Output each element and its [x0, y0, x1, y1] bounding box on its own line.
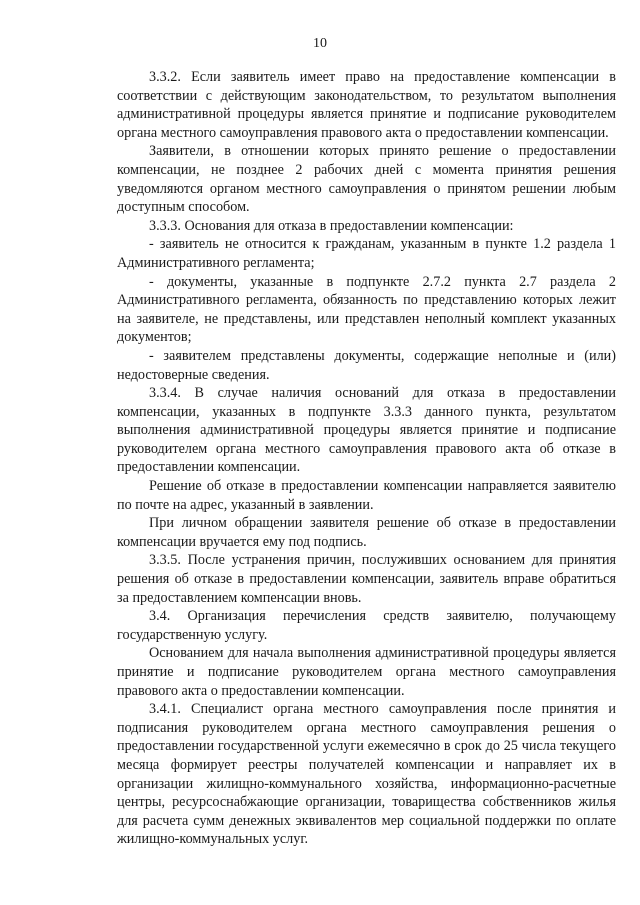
paragraph-3-3-5: 3.3.5. После устранения причин, послуживших основанием для принятия решения об отказе в предоставлении компенсации, заявитель вправе обратиться за предоставлением компенсации вновь. [117, 552, 616, 606]
paragraph-3-3-3: 3.3.3. Основания для отказа в предоставлении компенсации: [149, 217, 514, 234]
list-item-refusal-reason-1: - заявитель не относится к гражданам, указанным в пункте 1.2 раздела 1 Административного регламента; [117, 236, 616, 271]
document-body [117, 68, 616, 849]
paragraph-3-4-1: 3.4.1. Специалист органа местного самоуправления после принятия и подписания руководителем органа местного самоуправления решения о предоставлении государственной услуги ежемесячно в срок до 25 числа текущего месяца формирует реестры получателей компенсации и направляет их в организации жилищно-коммунального хозяйства, информационно-расчетные центры, ресурсоснабжающие организации, товарищества собственников жилья для расчета сумм денежных эквивалентов мер социальной поддержки по оплате жилищно-коммунальных услуг. [117, 701, 616, 848]
paragraph-refusal-in-person: При личном обращении заявителя решение об отказе в предоставлении компенсации вручается ему под подпись. [117, 515, 616, 550]
list-item-refusal-reason-3: - заявителем представлены документы, содержащие неполные и (или) недостоверные сведения. [117, 347, 616, 383]
paragraph-refusal-by-mail: Решение об отказе в предоставлении компенсации направляется заявителю по почте на адрес, указанный в заявлении. [117, 478, 616, 513]
paragraph-procedure-basis: Основанием для начала выполнения административной процедуры является принятие и подписание руководителем органа местного самоуправления правового акта о предоставлении компенсации. [117, 645, 616, 699]
paragraph-3-4: 3.4. Организация перечисления средств заявителю, получающему государственную услугу. [117, 608, 616, 643]
paragraph-notification: Заявители, в отношении которых принято решение о предоставлении компенсации, не позднее 2 рабочих дней с момента принятия решения уведомляются органом местного самоуправления о принятом решении любым доступным способом. [117, 143, 616, 216]
paragraph-3-3-2: 3.3.2. Если заявитель имеет право на предоставление компенсации в соответствии с действующим законодательством, то результатом выполнения административной процедуры является принятие и подписание руководителем органа местного самоуправления правового акта о предоставлении компенсации. [117, 69, 616, 141]
list-item-refusal-reason-2: - документы, указанные в подпункте 2.7.2 пункта 2.7 раздела 2 Административного регламента, обязанность по представлению которых лежит на заявителе, не представлены, или представлен неполный комплект указанных документов; [117, 273, 616, 346]
page-number: 10 [313, 36, 327, 51]
paragraph-3-3-4: 3.3.4. В случае наличия оснований для отказа в предоставлении компенсации, указанных в подпункте 3.3.3 данного пункта, результатом выполнения административной процедуры является принятие и подписание руководителем органа местного самоуправления правового акта об отказе в предоставлении компенсации. [117, 385, 616, 476]
